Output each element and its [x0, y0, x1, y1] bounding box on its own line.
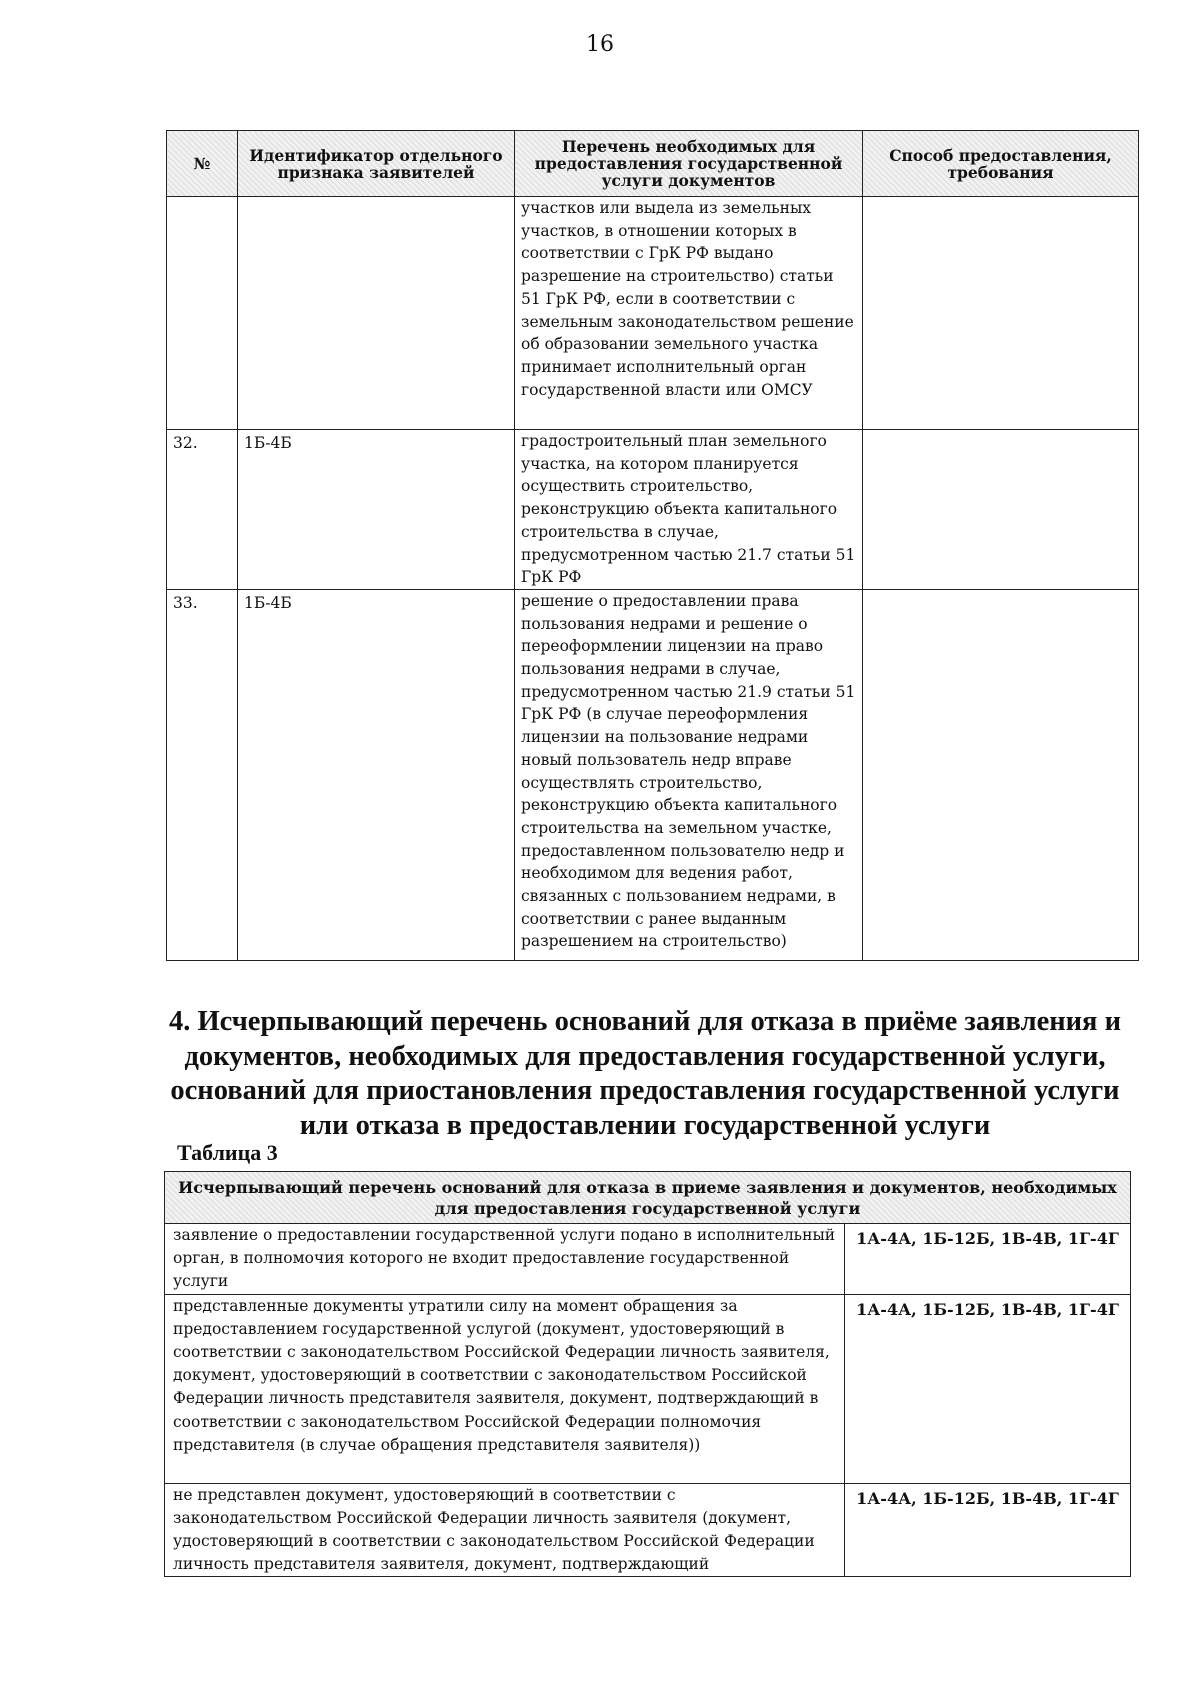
table-header-row	[167, 131, 1139, 197]
row-method	[863, 197, 1139, 430]
required-documents-table	[166, 130, 1139, 961]
refusal-ground-codes: 1А-4А, 1Б-12Б, 1В-4В, 1Г-4Г	[845, 1224, 1131, 1295]
section-heading: 4. Исчерпывающий перечень оснований для отказа в приёме заявления и документов, необходимых для предоставления государственной услуги, оснований для приостановления предоставления государственной услуги или отказа в предоставлении государственной услуги	[168, 1006, 1122, 1141]
table-caption: Таблица 3	[177, 1140, 278, 1165]
table-row	[167, 589, 1139, 960]
row-method	[863, 430, 1139, 590]
row-number	[167, 197, 238, 430]
refusal-ground-text: заявление о предоставлении государственной услуги подано в исполнительный орган, в полномочия которого не входит предоставление государственной услуги	[165, 1224, 845, 1295]
refusal-ground-codes: 1А-4А, 1Б-12Б, 1В-4В, 1Г-4Г	[845, 1483, 1131, 1577]
table-row	[165, 1483, 1131, 1577]
header-number: №	[167, 131, 238, 197]
row-identifier	[238, 197, 515, 430]
page-number: 16	[586, 32, 614, 57]
header-method: Способ предоставления, требования	[863, 131, 1139, 197]
table-header-row	[165, 1172, 1131, 1224]
refusal-ground-text: представленные документы утратили силу на момент обращения за предоставлением государственной услугой (документ, удостоверяющий в соответствии с законодательством Российской Федерации личность заявителя, документ, удостоверяющий в соответствии с законодательством Российской Федерации личность представителя заявителя, документ, подтверждающий в соответствии с законодательством Российской Федерации полномочия представителя (в случае обращения представителя заявителя))	[165, 1294, 845, 1483]
row-document: решение о предоставлении права пользования недрами и решение о переоформлении лицензии на право пользования недрами в случае, предусмотренном частью 21.9 статьи 51 ГрК РФ (в случае переоформления лицензии на пользование недрами новый пользователь недр вправе осуществлять строительство, реконструкцию объекта капитального строительства на земельном участке, предоставленном пользователю недр и необходимом для ведения работ, связанных с пользованием недрами, в соответствии с ранее выданным разрешением на строительство)	[515, 589, 863, 960]
row-document: градостроительный план земельного участка, на котором планируется осуществить строительство, реконструкцию объекта капитального строительства в случае, предусмотренном частью 21.7 статьи 51 ГрК РФ	[515, 430, 863, 590]
refusal-grounds-header: Исчерпывающий перечень оснований для отказа в приеме заявления и документов, необходимых для предоставления государственной услуги	[165, 1172, 1131, 1224]
row-number: 32.	[167, 430, 238, 590]
table-row	[167, 430, 1139, 590]
refusal-grounds-table	[164, 1171, 1131, 1577]
refusal-ground-codes: 1А-4А, 1Б-12Б, 1В-4В, 1Г-4Г	[845, 1294, 1131, 1483]
row-method	[863, 589, 1139, 960]
table-row	[165, 1294, 1131, 1483]
table-row	[167, 197, 1139, 430]
refusal-ground-text: не представлен документ, удостоверяющий в соответствии с законодательством Российской Федерации личность заявителя (документ, удостоверяющий в соответствии с законодательством Российской Федерации личность представителя заявителя, документ, подтверждающий	[165, 1483, 845, 1577]
row-document: участков или выдела из земельных участков, в отношении которых в соответствии с ГрК РФ выдано разрешение на строительство) статьи 51 ГрК РФ, если в соответствии с земельным законодательством решение об образовании земельного участка принимает исполнительный орган государственной власти или ОМСУ	[515, 197, 863, 430]
header-documents: Перечень необходимых для предоставления государственной услуги документов	[515, 131, 863, 197]
row-number: 33.	[167, 589, 238, 960]
row-identifier: 1Б-4Б	[238, 430, 515, 590]
header-identifier: Идентификатор отдельного признака заявителей	[238, 131, 515, 197]
row-identifier: 1Б-4Б	[238, 589, 515, 960]
table-row	[165, 1224, 1131, 1295]
